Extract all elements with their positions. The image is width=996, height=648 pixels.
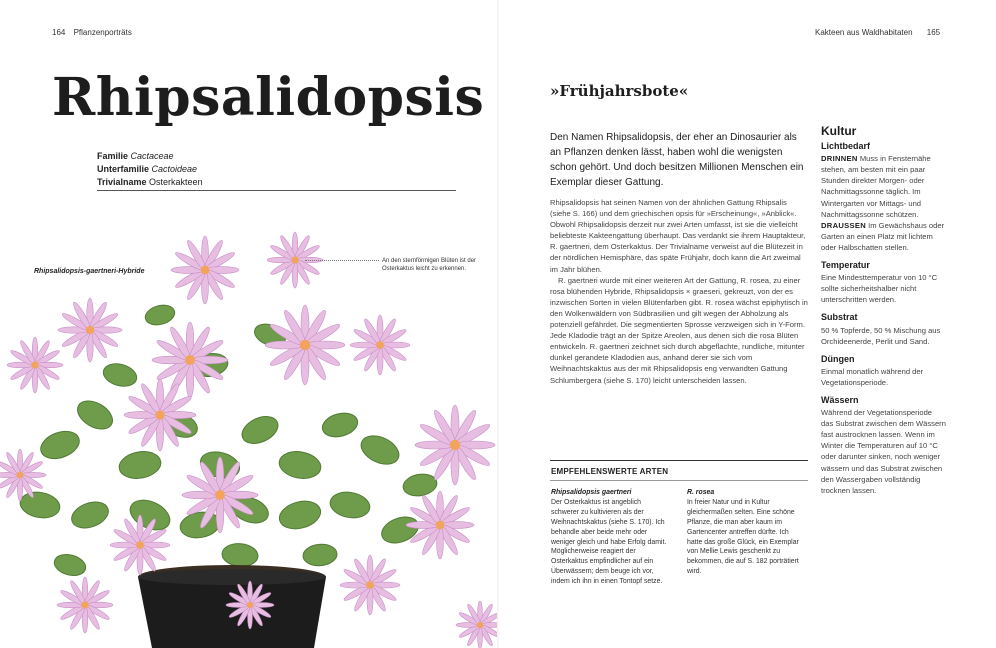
species-entry-2 [687, 488, 805, 577]
photo-caption: Rhipsalidopsis-gaertneri-Hybride [34, 268, 145, 275]
cladode-leaf [401, 472, 438, 499]
plant-photo [0, 215, 498, 648]
cladode-leaf [18, 489, 62, 521]
right-folio [815, 28, 946, 37]
species-text: Der Osterkaktus ist angeblich schwerer zu kultivieren als der Weihnachtskaktus (siehe S. 170). Ich behandle aber beide mehr oder weniger gleich und habe Erfolg damit. Möglicherweise reagiert der Osterkaktus empfindlicher auf ein Überwässern; dem beuge ich vor, indem ich ihn in einen Tontopf setze. [551, 498, 667, 586]
draussen-label: DRAUSSEN [821, 220, 867, 230]
article-heading: »Frühjahrsbote« [550, 82, 689, 100]
unterfamilie-row [97, 163, 203, 176]
species-name: Rhipsalidopsis gaertneri [551, 489, 632, 496]
cactus-flower [57, 577, 113, 633]
cladode-leaf [320, 409, 361, 440]
trivialname-value: Osterkakteen [149, 177, 203, 187]
title-rule [97, 190, 456, 191]
cladode-leaf [221, 542, 259, 568]
species-text: In freier Natur und in Kultur gleichermaßen selten. Eine schöne Pflanze, die man aber kaum im Gartencenter antreffen dürfte. Ich hatte das große Glück, ein Exemplar von Mellie Lewis geschenkt zu bekommen, die auf S. 182 porträtiert wird. [687, 498, 799, 576]
drinnen-text: Muss in Fensternähe stehen, am besten mit ein paar Stunden direkter Morgen- oder Nachmittagssonne täglich. Im Wintergarten vor Mittags- und Nachmittagssonne schützen. [821, 154, 931, 219]
unterfamilie-value: Cactoideae [151, 164, 198, 174]
draussen-block [821, 220, 946, 253]
cladode-leaf [37, 426, 83, 463]
left-folio [52, 28, 132, 37]
cladode-leaf [302, 543, 338, 567]
cactus-flower [265, 305, 345, 385]
cactus-flower [124, 379, 196, 451]
cladode-leaf [117, 448, 163, 481]
cactus-flower [171, 236, 239, 304]
box-top-rule [550, 460, 808, 461]
duengen-text: Einmal monatlich während der Vegetationsperiode. [821, 366, 924, 387]
lead-paragraph [550, 130, 808, 190]
section-title: Pflanzenporträts [73, 28, 132, 37]
cactus-flower [415, 405, 495, 485]
cladode-leaf [68, 497, 112, 532]
cactus-flower [340, 555, 400, 615]
cactus-flower [456, 601, 498, 648]
unterfamilie-label: Unterfamilie [97, 164, 150, 174]
duengen-heading: Düngen [821, 353, 855, 364]
body-paragraph-2: R. gaertneri wurde mit einer weiteren Art der Gattung, R. rosea, zu einer rosa blühenden Hybride, Rhipsalidopsis × graeseri, gekreuzt, von der es inzwischen Sorten in vielen Blütenfarben gibt. R. rosea wächst epiphytisch in den Wolkenwäldern von Südbrasilien und gilt wegen der Abholzung als potenziell gefährdet. Die segmentierten Sprosse verzweigen sich in Y-Form. Jede Kladodie trägt an der Spitze Areolen, aus denen sich die rosa Blüten entwickeln. R. gaertneri zeichnet sich durch abgeflachte, rundliche, mitunter dunkel gerandete Kladodien aus, anhand derer sie sich vom Weihnachtskaktus aus der mit Rhipsalidopsis eng verwandten Gattung Schlumbergera (siehe S. 170) leicht unterscheiden lassen. [550, 275, 808, 385]
cactus-flower [58, 298, 122, 362]
cladode-leaf [276, 497, 323, 533]
cactus-flower [406, 491, 474, 559]
taxonomy-block [97, 150, 203, 189]
body-text [550, 197, 808, 386]
cactus-flower [7, 337, 63, 393]
cladode-leaf [277, 448, 323, 481]
familie-label: Familie [97, 151, 129, 161]
temperatur-heading: Temperatur [821, 260, 870, 271]
temperatur-text: Eine Mindesttemperatur von 10 °C sollte sicherheitshalber nicht unterschritten werden. [821, 273, 938, 305]
page-number: 164 [52, 28, 66, 37]
cladode-leaf [178, 509, 222, 541]
trivialname-row [97, 176, 203, 189]
cladode-leaf [357, 430, 404, 470]
waessern-text: Während der Vegetationsperiode das Substrat zwischen dem Wässern fast austrocknen lassen. Wenn im Winter die Temperaturen auf 10 °C oder darunter sinken, noch weniger wässern und das Substrat zwischen den Wassergaben vollständig trocknen lassen. [821, 408, 946, 495]
cladode-leaf [73, 395, 118, 435]
familie-value: Cactaceae [130, 151, 174, 161]
cladode-leaf [143, 302, 177, 328]
cladode-leaf [101, 360, 139, 389]
book-gutter [497, 0, 499, 648]
drinnen-label: DRINNEN [821, 154, 858, 164]
waessern-heading: Wässern [821, 394, 859, 405]
trivialname-label: Trivialname [97, 177, 147, 187]
care-sidebar [821, 126, 946, 496]
draussen-text: Im Gewächshaus oder Garten an einen Platz mit lichtem oder Halbschatten stellen. [821, 220, 945, 252]
substrat-text: 50 % Topferde, 50 % Mischung aus Orchideenerde, Perlit und Sand. [821, 325, 941, 346]
page-number: 165 [926, 28, 941, 37]
lead-text: Den Namen Rhipsalidopsis, der eher an Dinosaurier als an Pflanzen denken lässt, haben wohl die wenigsten schon gehört. Und doch besitzen Millionen Menschen ein Exemplar dieser Gattung. [550, 132, 804, 188]
page-title: Rhipsalidopsis [52, 67, 485, 128]
cactus-flower [350, 315, 410, 375]
lichtbedarf-heading: Lichtbedarf [821, 141, 871, 152]
cladode-leaf [52, 551, 88, 579]
cactus-flower [152, 322, 228, 398]
substrat-heading: Substrat [821, 312, 858, 323]
sidebar-title: Kultur [821, 124, 857, 138]
recommended-species-title: EMPFEHLENSWERTE ARTEN [551, 467, 669, 476]
cladode-leaf [238, 411, 282, 449]
photo-callout: An den sternförmigen Blüten ist der Osterkaktus leicht zu erkennen. [382, 258, 477, 272]
callout-leader-line [305, 260, 379, 261]
section-title: Kakteen aus Waldhabitaten [815, 28, 913, 37]
familie-row [97, 150, 203, 163]
cladode-leaf [378, 512, 422, 547]
box-header-rule [550, 480, 808, 481]
drinnen-block [821, 153, 946, 220]
species-name: R. rosea [687, 489, 715, 496]
species-entry-1 [551, 488, 669, 587]
cladode-leaf [328, 489, 372, 521]
body-paragraph-1: Rhipsalidopsis hat seinen Namen von der ähnlichen Gattung Rhipsalis (siehe S. 166) und dem griechischen opsis für »Erscheinung«, »Anblick«. Obwohl Rhipsalidopsis derzeit nur zwei Arten umfasst, ist sie die vielleicht beliebteste Kakteengattung überhaupt. Das verdankt sie ihrem Hauptakteur, R. gaertneri, dem Osterkaktus. Der Trivialname verweist auf die Blütezeit in der nördlichen Hemisphäre, das späte Frühjahr, doch kann die Art zweimal im Jahr blühen. [550, 198, 806, 274]
